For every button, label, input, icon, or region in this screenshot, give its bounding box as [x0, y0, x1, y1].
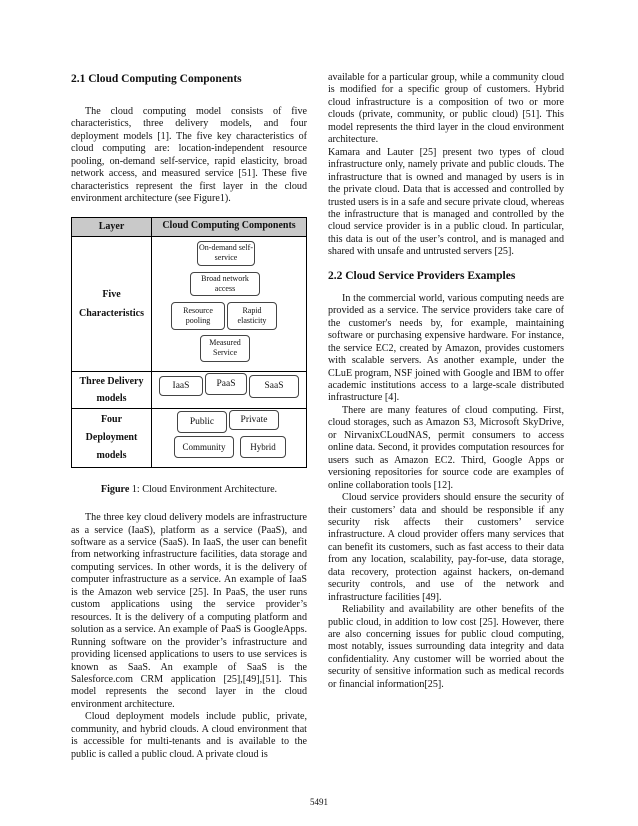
caption-label: Figure	[100, 483, 130, 495]
caption-text: 1: Cloud Environment Architecture.	[129, 483, 278, 495]
box-private: Private	[229, 410, 279, 430]
paragraph: In the commercial world, various computing needs are provided as a service. The service providers take care of the customer's needs by, for example, maintaining software or purchasing expensive hardware. For instance, the service EC2, created by Amazon, provides customers with scalable servers. As another example, under the CLuE program, NSF joined with Google and IBM to offer academic institutions access to a large-scale distributed infrastructure [4].	[328, 292, 564, 404]
box-hybrid: Hybrid	[240, 436, 286, 458]
paragraph: The cloud computing model consists of five characteristics, three delivery models, and four deployment models [1]. The five key characteristics of cloud computing are: location-independent resource pooling, on-demand self-service, rapid elasticity, broad network access, and measured service [51]. These five characteristics represent the first layer in the cloud environment architecture (see Figure1).	[71, 106, 307, 205]
box-broad-network: Broad network access	[190, 272, 260, 296]
right-column	[328, 72, 564, 691]
paragraph: Reliability and availability are other benefits of the public cloud, in addition to low cost [25]. However, there are also concerning issues for public cloud computing, most notably, issues surrounding data integrity and data confidentiality. Any customer will be worried about the security of sensitive information such as medical records or financial information[25].	[328, 604, 564, 690]
figure-caption	[71, 484, 307, 496]
header-layer: Layer	[72, 218, 152, 236]
row-label-delivery: Three Delivery models	[72, 372, 152, 408]
left-column	[71, 72, 307, 761]
paragraph: Cloud deployment models include public, private, community, and hybrid clouds. A cloud environment that is accessible for multi-tenants and is available to the public is called a public cloud. A private cloud is	[71, 711, 307, 760]
box-community: Community	[174, 436, 234, 458]
box-saas: SaaS	[249, 375, 299, 398]
box-resource-pooling: Resource pooling	[171, 302, 225, 330]
deployment-cell	[152, 409, 306, 467]
paragraph: There are many features of cloud computing. First, cloud storages, such as Amazon S3, Microsoft SkyDrive, or NirvanixCLoudNAS, permit consumers to access online data. Second, it provides computation resources for users such as Amazon EC2. Third, Google Apps or versioning repositories for source code are examples of online collaboration tools [12].	[328, 404, 564, 491]
box-public: Public	[177, 411, 227, 433]
table-header-row	[72, 218, 306, 236]
box-iaas: IaaS	[159, 376, 203, 396]
box-rapid-elasticity: Rapid elasticity	[227, 302, 277, 330]
page-number: 5491	[310, 797, 328, 807]
paragraph: Kamara and Lauter [25] present two types of cloud infrastructure only, namely private and public clouds. The infrastructure that is owned and managed by users is in the private cloud. Data that is accessed and controlled by trusted users is in a safe and secure private cloud, whereas the infrastructure that is managed and controlled by the cloud service provider is in a public cloud. In particular, this data is out of the user’s control, and is managed and shared with unsafe and untrusted servers [25].	[328, 146, 564, 258]
box-measured-service: Measured Service	[200, 335, 250, 362]
paragraph: available for a particular group, while a community cloud is modified for a specific group of customers. Hybrid cloud infrastructure is a composition of two or more clouds (private, community, or public cloud) [51]. This model represents the third layer in the cloud environment architecture.	[328, 72, 564, 146]
box-paas: PaaS	[205, 373, 247, 395]
paragraph: The three key cloud delivery models are infrastructure as a service (IaaS), platform as a service (PaaS), and software as a service (SaaS). In IaaS, the user can benefit from networking infrastructure facilities, data storage and computing services. In other words, it is the delivery of computer infrastructure as a service. An example of IaaS is the Amazon web service [25]. In PaaS, the user runs custom applications using the service provider’s resources. It is the delivery of a computing platform and solution as a service. An example of PaaS is GoogleApps. Running software on the provider’s infrastructure and providing licensed applications to users to use services is known as SaaS. An example of SaaS is the Salesforce.com CRM application [25],[49],[51]. This model represents the second layer in the cloud environment architecture.	[71, 512, 307, 710]
table-row-characteristics	[72, 236, 306, 371]
delivery-cell	[152, 372, 306, 408]
paragraph: Cloud service providers should ensure the security of their customers’ data and should be responsible if any security risk affects their customers’ service infrastructure. A cloud provider offers many services that can benefit its customers, such as fast access to their data from any location, scalability, pay-for-use, data storage, data recovery, protection against hackers, on-demand security controls, and use of the network and infrastructure facilities [49].	[328, 492, 564, 603]
section-heading-2-2: 2.2 Cloud Service Providers Examples	[328, 269, 516, 282]
figure-1-table	[71, 217, 307, 468]
table-row-deployment	[72, 408, 306, 467]
row-label-deployment: Four Deployment models	[72, 409, 152, 467]
header-components: Cloud Computing Components	[162, 220, 296, 232]
row-label-characteristics: Five Characteristics	[72, 237, 152, 371]
box-on-demand: On-demand self-service	[197, 241, 255, 266]
characteristics-cell	[152, 237, 306, 371]
section-heading-2-1: 2.1 Cloud Computing Components	[71, 73, 242, 85]
table-row-delivery	[72, 371, 306, 408]
